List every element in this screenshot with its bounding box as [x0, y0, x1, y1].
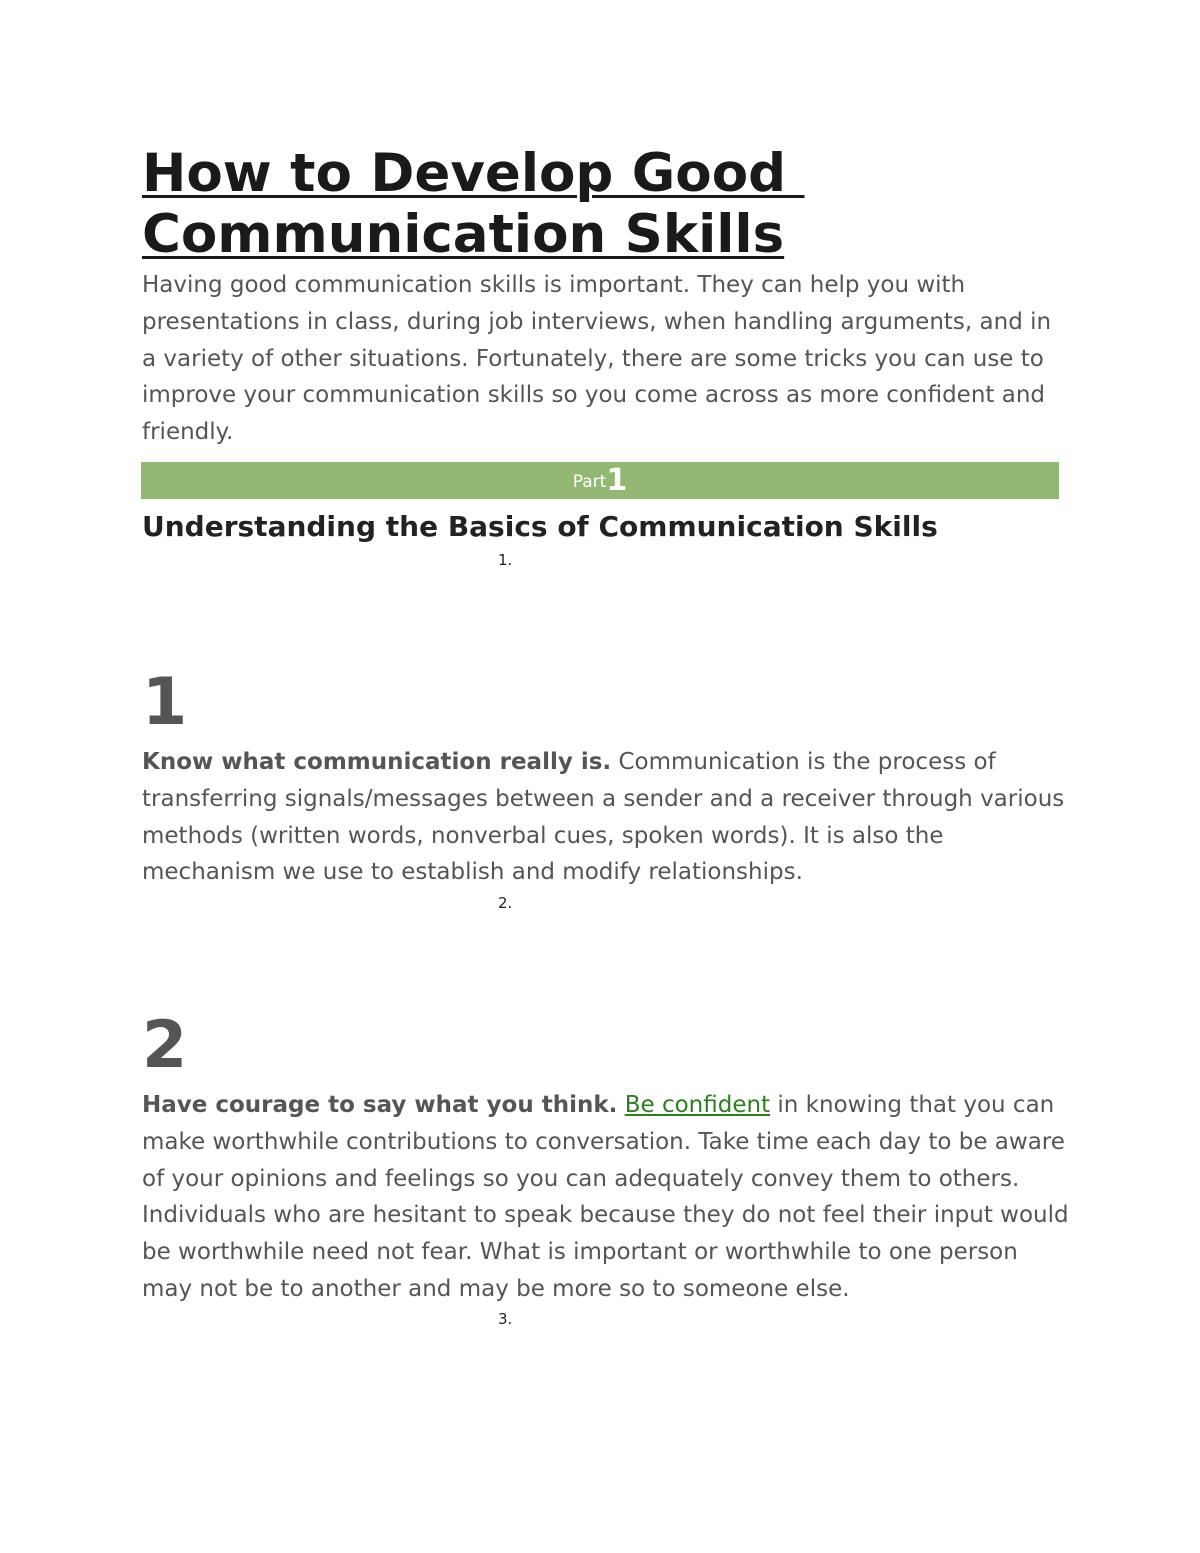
- part-label: Part: [572, 472, 607, 492]
- step-body-1: Communication is the process of transferring signals/messages between a sender and a receiver through various methods (written words, nonverbal cues, spoken words). It is also the mechanism we use to establish and modify relationships.: [142, 749, 1065, 886]
- step-marker-1: 1.: [498, 551, 513, 569]
- step-lead-2: Have courage to say what you think.: [142, 1092, 618, 1118]
- part-number: 1: [606, 463, 628, 498]
- be-confident-link[interactable]: Be confident: [624, 1092, 771, 1118]
- part-banner: [141, 462, 1059, 499]
- page-title: [142, 143, 1062, 265]
- step-lead-1: Know what communication really is.: [142, 749, 612, 775]
- step-text-1: [142, 744, 1072, 891]
- title-line-1: How to Develop Good: [142, 143, 805, 204]
- step-number-2: 2: [142, 1008, 188, 1083]
- intro-paragraph: Having good communication skills is important. They can help you with presentations in class, during job interviews, when handling arguments, and in a variety of other situations. Fortunately, there are some tricks you can use to improve your communication skills so you come across as more confident and friendly.: [142, 272, 1052, 446]
- step-body-2: in knowing that you can make worthwhile contributions to conversation. Take time each day to be aware of your opinions and feelings so you can adequately convey them to others. Individuals who are hesitant to speak because they do not feel their input would be worthwhile need not fear. What is important or worthwhile to one person may not be to another and may be more so to someone else.: [142, 1092, 1069, 1302]
- section-heading: Understanding the Basics of Communication Skills: [142, 510, 938, 543]
- title-line-2: Communication Skills: [142, 204, 785, 265]
- step-text-2: [142, 1087, 1072, 1308]
- step-number-1: 1: [142, 665, 188, 740]
- step-marker-3: 3.: [498, 1310, 513, 1328]
- step-marker-2: 2.: [498, 894, 513, 912]
